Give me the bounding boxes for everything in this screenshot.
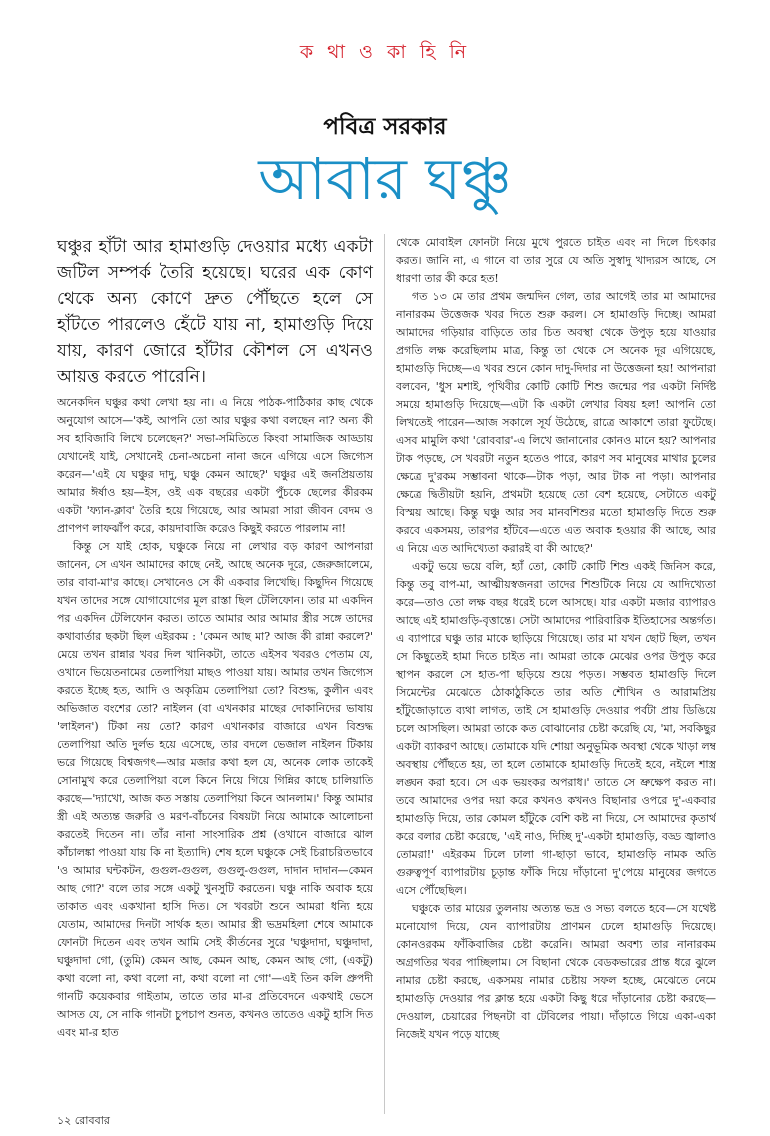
right-column (396, 234, 716, 1119)
paragraph: অনেকদিন ঘঞ্চুর কথা লেখা হয় না। এ নিয়ে পাঠক-পাঠিকার কাছ থেকে অনুযোগ আসে—'কই, আপনি তো আর ঘঞ্চুর কথা বলছেন না? অন্য কী সব হাবিজাবি লিখে চলেছেন?' সভা-সমিতিতে কিংবা সামাজিক আড্ডায় যেখানেই যাই, সেখানেই চেনা-অচেনা নানা জনে এগিয়ে এসে জিগ্যেস করেন—'এই যে ঘঞ্চুর দাদু, ঘঞ্চু কেমন আছে?' ঘঞ্চুর এই জনপ্রিয়তায় আমার ঈর্ষাও হয়—ইস, ওই এক বছরের একটা পুঁচকে ছেলের কীরকম একটা 'ফ্যান-ক্লাব' তৈরি হয়ে গিয়েছে, আর আমরা সারা জীবন বেদম ও প্রাণপণ লাফঝাঁপ করে, কায়দাবাজি করেও কিছুই করতে পারলাম না! (57, 396, 373, 535)
intro-paragraph: ঘঞ্চুর হাঁটা আর হামাগুড়ি দেওয়ার মধ্যে একটা জটিল সম্পর্ক তৈরি হয়েছে। ঘরের এক কোণ থেকে অন্য কোণে দ্রুত পৌঁছতে হলে সে হাঁটতে পারলেও হেঁটে যায় না, হামাগুড়ি দিয়ে যায়, কারণ জোরে হাঁটার কৌশল সে এখনও আয়ত্ত করতে পারেনি। (57, 237, 373, 387)
article-title: আবার ঘঞ্চু (258, 145, 512, 213)
column-divider (384, 234, 385, 1114)
paragraph: কিন্তু সে যাই হোক, ঘঞ্চুকে নিয়ে না লেখার বড় কারণ আপনারা জানেন, সে এখন আমাদের কাছে নেই, আছে অনেক দূরে, জেরুজালেমে, তার বাবা-মা'র কাছে। সেখানেও সে কী একবার লিখেছি। কিছুদিন গিয়েছে যখন তাদের সঙ্গে যোগাযোগের মূল রাস্তা ছিল টেলিফোন। তার মা একদিন পর একদিন টেলিফোন করত। তাতে আমার আর আমার স্ত্রীর সঙ্গে তাদের কথাবার্তার ছকটা ছিল এইরকম : 'কেমন আছ মা? আজ কী রান্না করলে?' মেয়ে তখন রান্নার খবর দিল খানিকটা, তাতে এইসব খবরও পেতাম যে, ওখানে ভিয়েতনামের তেলাপিয়া মাছও পাওয়া যায়। আমার তখন জিগ্যেস করতে ইচ্ছে হত, আদি ও অকৃত্রিম তেলাপিয়া তো? বিশুদ্ধ, কুলীন এবং অভিজাত বংশের তো? নাইলন (বা এখনকার মাছের দোকানিদের ভাষায় 'লাইলন') টিকা নয় তো? কারণ এখানকার বাজারে এখন বিশুদ্ধ তেলাপিয়া অতি দুর্লভ হয়ে এসেছে, তার বদলে ভেজাল নাইলন টিকায় ভরে গিয়েছে বিশ্বজগৎ—আর মজার কথা হল যে, অনেক লোক তাকেই সোনামুখ করে তেলাপিয়া বলে কিনে নিয়ে গিয়ে গিন্নির কাছে চালিয়াতি করছে—'দ্যাখো, আজ কত সস্তায় তেলাপিয়া কিনে আনলাম।' কিন্তু আমার স্ত্রী এই অত্যন্ত জরুরি ও মরণ-বাঁচনের বিষয়টা নিয়ে আমাকে আলোচনা করতেই দিতেন না। তাঁর নানা সাংসারিক প্রশ্ন (ওখানে বাজারে ঝাল কাঁচালঙ্কা পাওয়া যায় কি না ইত্যাদি) শেষ হলে ঘঞ্চুকে সেই চিরাচরিতভাবে 'ও আমার ঘন্টকটন, গুগুল-গুগুল, গুগুলু-গুগুল, দাদান দাদান—কেমন আছ গো?' বলে তার সঙ্গে একটু খুনসুটি করতেন। ঘঞ্চু নাকি অবাক হয়ে তাকাত এবং একখানা হাসি দিত। সে খবরটা শুনে আমরা ধন্যি হয়ে যেতাম, আমাদের দিনটা সার্থক হত। আমার স্ত্রী ভদ্রমহিলা শেষে আমাকে ফোনটা দিতেন এবং তখন আমি সেই কীর্তনের সুরে 'ঘঞ্চুদাদা, ঘঞ্চুদাদা, ঘঞ্চুদাদা গো, (তুমি) কেমন আছ, কেমন আছ, কেমন আছ গো, (একটু) কথা বলো না, কথা বলো না, কথা বলো না গো'—এই তিন কলি প্রুপদী গানটি কয়েকবার গাইতাম, তাতে তার মা-র প্রতিবেদনে একথাই ভেসে আসত যে, সে নাকি গানটা চুপচাপ শুনত, কখনও তাতেও একটু হাসি দিত এবং মা-র হাত (57, 540, 373, 1039)
left-column (57, 394, 373, 1109)
paragraph: ঘঞ্চুকে তার মায়ের তুলনায় অত্যন্ত ভদ্র ও সভ্য বলতে হবে—সে যথেষ্ট মনোযোগ দিয়ে, যেন ব্যাপারটায় প্রাণমন ঢেলে হামাগুড়ি দিয়েছে। কোনওরকম ফাঁকিবাজির চেষ্টা করেনি। আমরা অবশ্য তার নানারকম অগ্রগতির খবর পাচ্ছিলাম। সে বিছানা থেকে বেডকভারের প্রান্ত ধরে ঝুলে নামার চেষ্টা করছে, একসময় নামার চেষ্টায় সফল হচ্ছে, মেঝেতে নেমে হামাগুড়ি দেওয়ার পর ক্লান্ত হয়ে একটা কিছু ধরে দাঁড়ানোর চেষ্টা করছে—দেওয়াল, চেয়ারের পিছনটা বা টেবিলের পায়া। দাঁড়াতে গিয়ে একা-একা নিজেই যখন পড়ে যাচ্ছে (396, 902, 716, 1041)
author-name: পবিত্র সরকার (323, 113, 447, 140)
paragraph: একটু ভয়ে ভয়ে বলি, হ্যাঁ তো, কোটি কোটি শিশু একই জিনিস করে, কিন্তু তবু বাপ-মা, আত্মীয়স্বজনরা তাদের শিশুটিকে নিয়ে যে আদিখ্যেতা করে—তাও তো লক্ষ বছর ধরেই চলে আসছে। যার একটা মজার ব্যাপারও আছে এই হামাগুড়ি-বৃত্তান্তে। সেটা আমাদের পারিবারিক ইতিহাসের অন্তর্গত। এ ব্যাপারে ঘঞ্চু তার মাকে ছাড়িয়ে গিয়েছে। তার মা যখন ছোট ছিল, তখন সে কিছুতেই হামা দিতে চাইত না। আমরা তাকে মেঝের ওপর উপুড় করে স্থাপন করলে সে হাত-পা ছড়িয়ে শুয়ে পড়ত। সম্ভবত হামাগুড়ি দিলে সিমেন্টের মেঝেতে ঠোকাঠুকিতে তার অতি শৌখিন ও আরামপ্রিয় হাঁটুজোড়াতে ব্যথা লাগত, তাই সে হামাগুড়ি দেওয়ার পর্বটা প্রায় ডিঙিয়ে চলে আসছিল। আমরা তাকে কত বোঝানোর চেষ্টা করেছি যে, 'মা, সবকিছুর একটা ব্যাকরণ আছে। তোমাকে যদি শোয়া অনুভূমিক অবস্থা থেকে খাড়া লম্ব অবস্থায় পৌঁছতে হয়, তা হলে তোমাকে হামাগুড়ি দিতেই হবে, নইলে শাস্ত্র লঙ্ঘন করা হবে। সে এক ভয়ংকর অপরাধ।' তাতে সে ভ্রুক্ষেপ করত না। তবে আমাদের ওপর দয়া করে কখনও কখনও বিছানার ওপরে দু'-একবার হামাগুড়ি দিয়ে, তার কোমল হাঁটুকে বেশি কষ্ট না দিয়ে, সে আমাদের কৃতার্থ করে বলার চেষ্টা করেছে, 'এই নাও, দিচ্ছি দু'-একটা হামাগুড়ি, বড্ড জ্বালাও তোমরা!' এইরকম ঢিলে ঢালা গা-ছাড়া ভাবে, হামাগুড়ি নামক অতি গুরুত্বপূর্ণ ব্যাপারটায় চূড়ান্ত ফাঁকি দিয়ে দাঁড়ানো দু'পেয়ে মানুষের জগতে এসে পৌঁছেছিল। (396, 560, 716, 897)
paragraph: থেকে মোবাইল ফোনটা নিয়ে মুখে পুরতে চাইত এবং না দিলে চিৎকার করত। জানি না, এ গানে বা তার সুরে যে অতি সুস্বাদু খাদ্যরস আছে, সে ধারণা তার কী করে হত! (396, 236, 716, 285)
section-tag: ক থা ও কা হি নি (299, 41, 471, 63)
paragraph: গত ১৩ মে তার প্রথম জন্মদিন গেল, তার আগেই তার মা আমাদের নানারকম উত্তেজক খবর দিতে শুরু করল। সে হামাগুড়ি দিচ্ছে। আমরা আমাদের গড়িয়ার বাড়িতে তার চিত অবস্থা থেকে উপুড় হয়ে যাওয়ার প্রগতি লক্ষ করেছিলাম মাত্র, কিন্তু তা থেকে সে অনেক দূর এগিয়েছে, হামাগুড়ি দিচ্ছে—এ খবর শুনে কোন দাদু-দিদার না উত্তেজনা হয়! আপনারা বলবেন, 'ধুস মশাই, পৃথিবীর কোটি কোটি শিশু জন্মের পর একটা নির্দিষ্ট সময়ে হামাগুড়ি দিয়েছে—এটা কি একটা লেখার বিষয় হল! আপনি তো লিখতেই পারেন—আজ সকালে সূর্য উঠেছে, রাত্রে আকাশে তারা ফুটেছে। এসব মামুলি কথা 'রোববার'-এ লিখে জানানোর কোনও মানে হয়? আপনার টাক পড়ছে, সে খবরটা নতুন হতেও পারে, কারণ সব মানুষের মাথার চুলের ক্ষেত্রে দু'রকম সম্ভাবনা থাকে—টাক পড়া, আর টাক না পড়া। আপনার ক্ষেত্রে দ্বিতীয়টা হয়নি, প্রথমটা হয়েছে তো বেশ হয়েছে, সেটাতে একটু বিস্ময় আছে। কিন্তু ঘঞ্চু আর সব মানবশিশুর মতো হামাগুড়ি দিতে শুরু করবে একসময়, তারপর হাঁটবে—এতে এত অবাক হওয়ার কী আছে, আর এ নিয়ে এত আদিখ্যেতা করারই বা কী আছে?' (396, 290, 716, 555)
page-folio: ১২ রোববার (57, 1114, 110, 1127)
